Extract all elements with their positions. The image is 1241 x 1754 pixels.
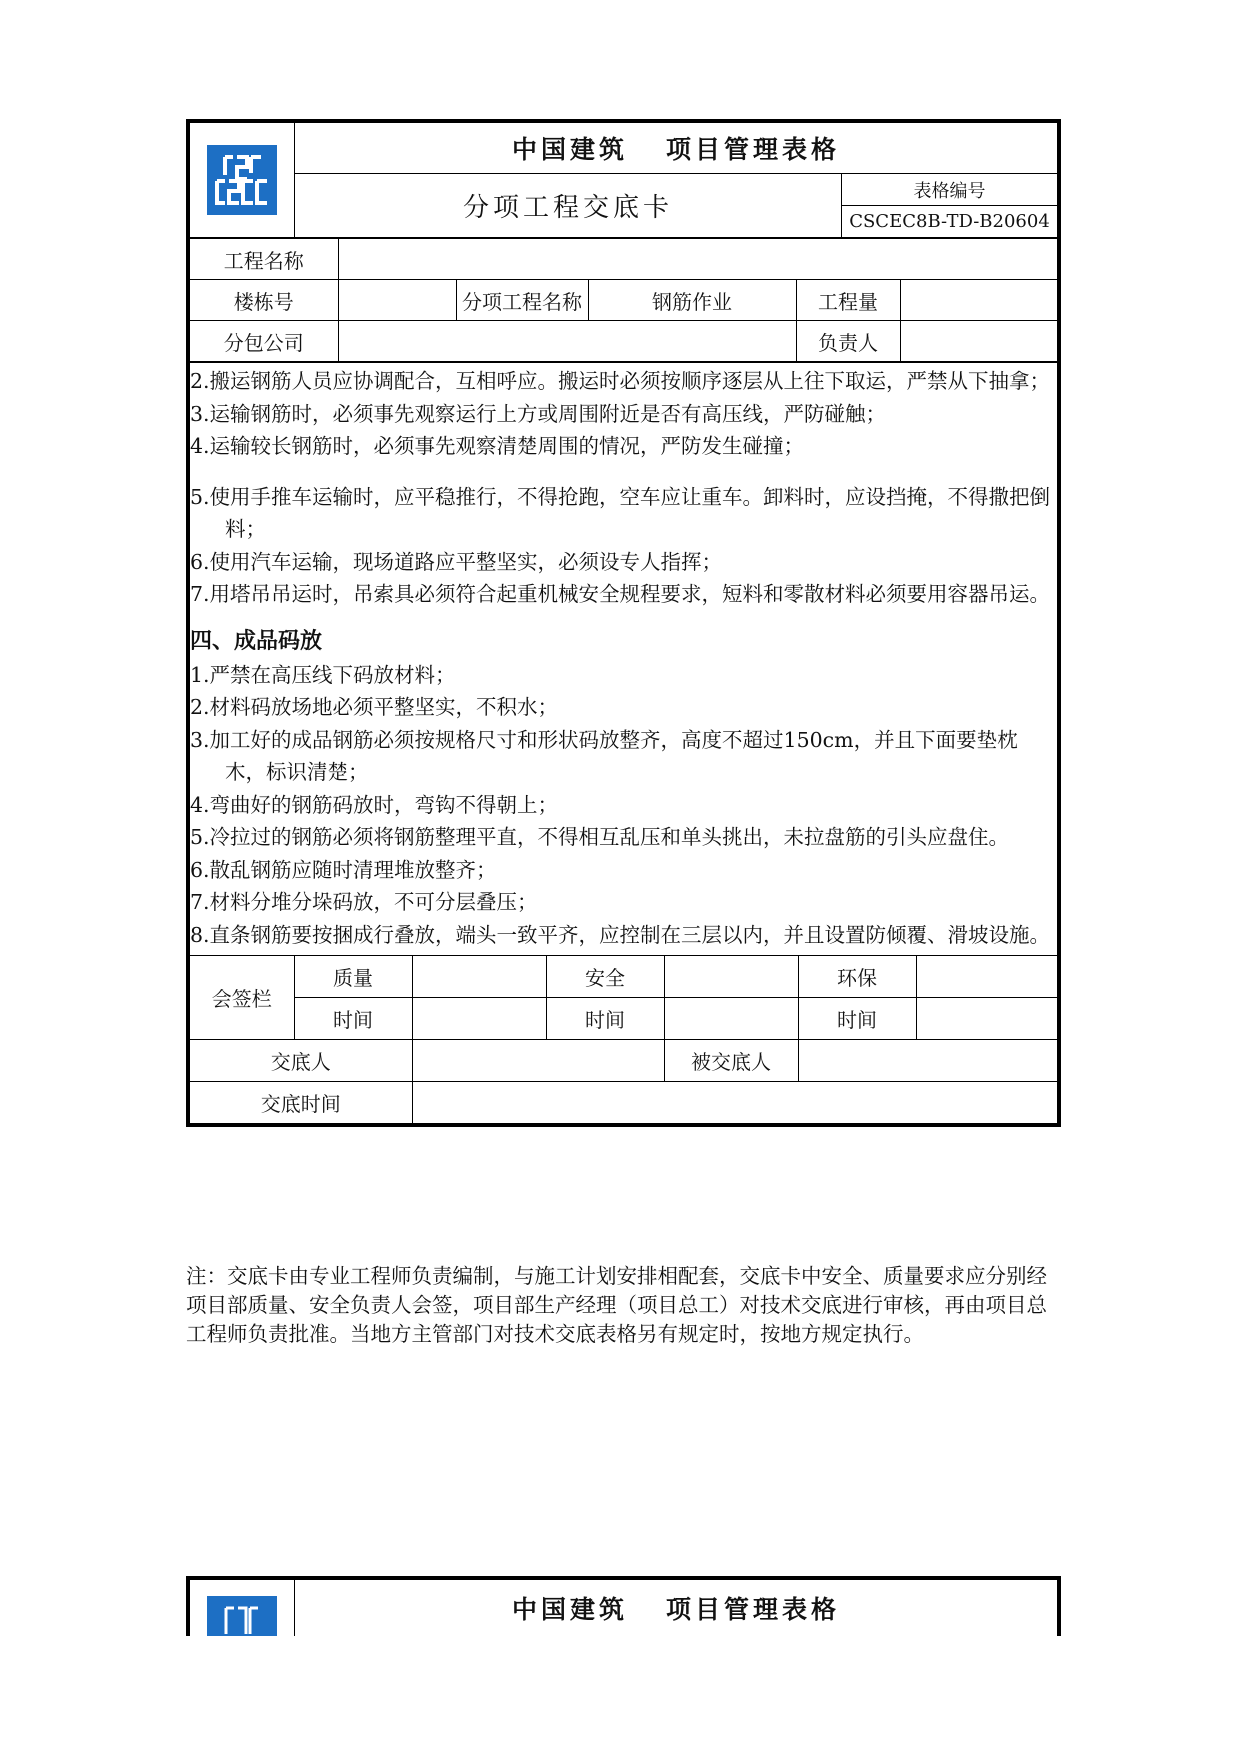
- cscec-logo-icon: [207, 1596, 277, 1636]
- env-time-field[interactable]: [916, 998, 1057, 1040]
- content-line: 4.运输较长钢筋时，必须事先观察清楚周围的情况，严防发生碰撞；: [190, 434, 805, 458]
- content-line: 7.用塔吊吊运时，吊索具必须符合起重机械安全规程要求，短料和零散材料必须要用容器吊运。: [190, 582, 1051, 606]
- building-field[interactable]: [338, 280, 456, 321]
- recipient-field[interactable]: [798, 1040, 1057, 1082]
- content-line: 2.材料码放场地必须平整坚实，不积水；: [190, 695, 559, 719]
- project-name-label: 工程名称: [190, 239, 338, 280]
- cscec-logo-icon: [207, 145, 277, 215]
- building-label: 楼栋号: [190, 280, 338, 321]
- env-label: 环保: [798, 956, 916, 998]
- subcontractor-field[interactable]: [338, 321, 796, 362]
- section-heading: 四、成品码放: [190, 628, 323, 654]
- form-kind: 项目管理表格: [666, 1595, 841, 1624]
- org-name: 中国建筑: [511, 135, 628, 164]
- form-code-label: 表格编号: [842, 174, 1057, 206]
- safety-time-label: 时间: [546, 998, 664, 1040]
- org-name: 中国建筑: [511, 1595, 628, 1624]
- manager-field[interactable]: [900, 321, 1057, 362]
- env-sign-field[interactable]: [916, 956, 1057, 998]
- disclosure-content: [190, 362, 1057, 955]
- footnote: 注：交底卡由专业工程师负责编制，与施工计划安排相配套，交底卡中安全、质量要求应分别经项目部质量、安全负责人会签，项目部生产经理（项目总工）对技术交底进行审核，再由项目总工程师负责批准。当地方主管部门对技术交底表格另有规定时，按地方规定执行。: [186, 1264, 1047, 1346]
- date-field[interactable]: [412, 1082, 1057, 1124]
- discloser-label: 交底人: [190, 1040, 412, 1082]
- content-line: 3.运输钢筋时，必须事先观察运行上方或周围附近是否有高压线，严防碰触；: [190, 401, 887, 426]
- quality-label: 质量: [294, 956, 412, 998]
- content-line: 7.材料分堆分垛码放，不可分层叠压；: [190, 890, 538, 914]
- quality-time-label: 时间: [294, 998, 412, 1040]
- safety-sign-field[interactable]: [664, 956, 798, 998]
- logo-cell: [190, 123, 295, 237]
- content-line: 5.使用手推车运输时，应平稳推行，不得抢跑，空车应让重车。卸料时，应设挡掩，不得撒把倒料；: [190, 484, 1051, 541]
- form-header: [190, 123, 1057, 239]
- project-name-field[interactable]: [338, 239, 1057, 280]
- subcontractor-label: 分包公司: [190, 321, 338, 362]
- signoff-table: [190, 955, 1057, 1123]
- quantity-field[interactable]: [900, 280, 1057, 321]
- content-line: 2.搬运钢筋人员应协调配合，互相呼应。搬运时必须按顺序逐层从上往下取运，严禁从下抽拿；: [190, 369, 1051, 393]
- quality-time-field[interactable]: [412, 998, 546, 1040]
- form-banner: [295, 123, 1057, 174]
- content-line: 5.冷拉过的钢筋必须将钢筋整理平直，不得相互乱压和单头挑出，未拉盘筋的引头应盘住。: [190, 825, 1010, 849]
- form-code: CSCEC8B-TD-B20604: [849, 211, 1050, 232]
- content-line: 1.严禁在高压线下码放材料；: [190, 662, 456, 687]
- subitem-label: 分项工程名称: [456, 280, 588, 321]
- content-line: 3.加工好的成品钢筋必须按规格尺寸和形状码放整齐，高度不超过150cm，并且下面要垫枕木，标识清楚；: [190, 727, 1018, 784]
- env-time-label: 时间: [798, 998, 916, 1040]
- safety-time-field[interactable]: [664, 998, 798, 1040]
- content-line: 6.散乱钢筋应随时清理堆放整齐；: [190, 857, 497, 882]
- form-kind: 项目管理表格: [666, 135, 841, 164]
- quantity-label: 工程量: [796, 280, 900, 321]
- discloser-field[interactable]: [412, 1040, 664, 1082]
- signoff-label: 会签栏: [190, 956, 294, 1040]
- disclosure-form: [186, 119, 1061, 1127]
- content-line: 4.弯曲好的钢筋码放时，弯钩不得朝上；: [190, 792, 559, 817]
- form-banner: [295, 1580, 1057, 1636]
- form-title: 分项工程交底卡: [462, 193, 673, 223]
- safety-label: 安全: [546, 956, 664, 998]
- subitem-field[interactable]: 钢筋作业: [588, 280, 796, 321]
- content-line: 6.使用汽车运输，现场道路应平整坚实，必须设专人指挥；: [190, 549, 723, 574]
- project-info-table: [190, 239, 1057, 362]
- form-code-box: [841, 174, 1057, 237]
- logo-cell: [190, 1580, 295, 1636]
- date-label: 交底时间: [190, 1082, 412, 1124]
- quality-sign-field[interactable]: [412, 956, 546, 998]
- content-line: 8.直条钢筋要按捆成行叠放，端头一致平齐，应控制在三层以内，并且设置防倾覆、滑坡设施。: [190, 922, 1051, 947]
- next-page-header: [186, 1576, 1061, 1636]
- recipient-label: 被交底人: [664, 1040, 798, 1082]
- manager-label: 负责人: [796, 321, 900, 362]
